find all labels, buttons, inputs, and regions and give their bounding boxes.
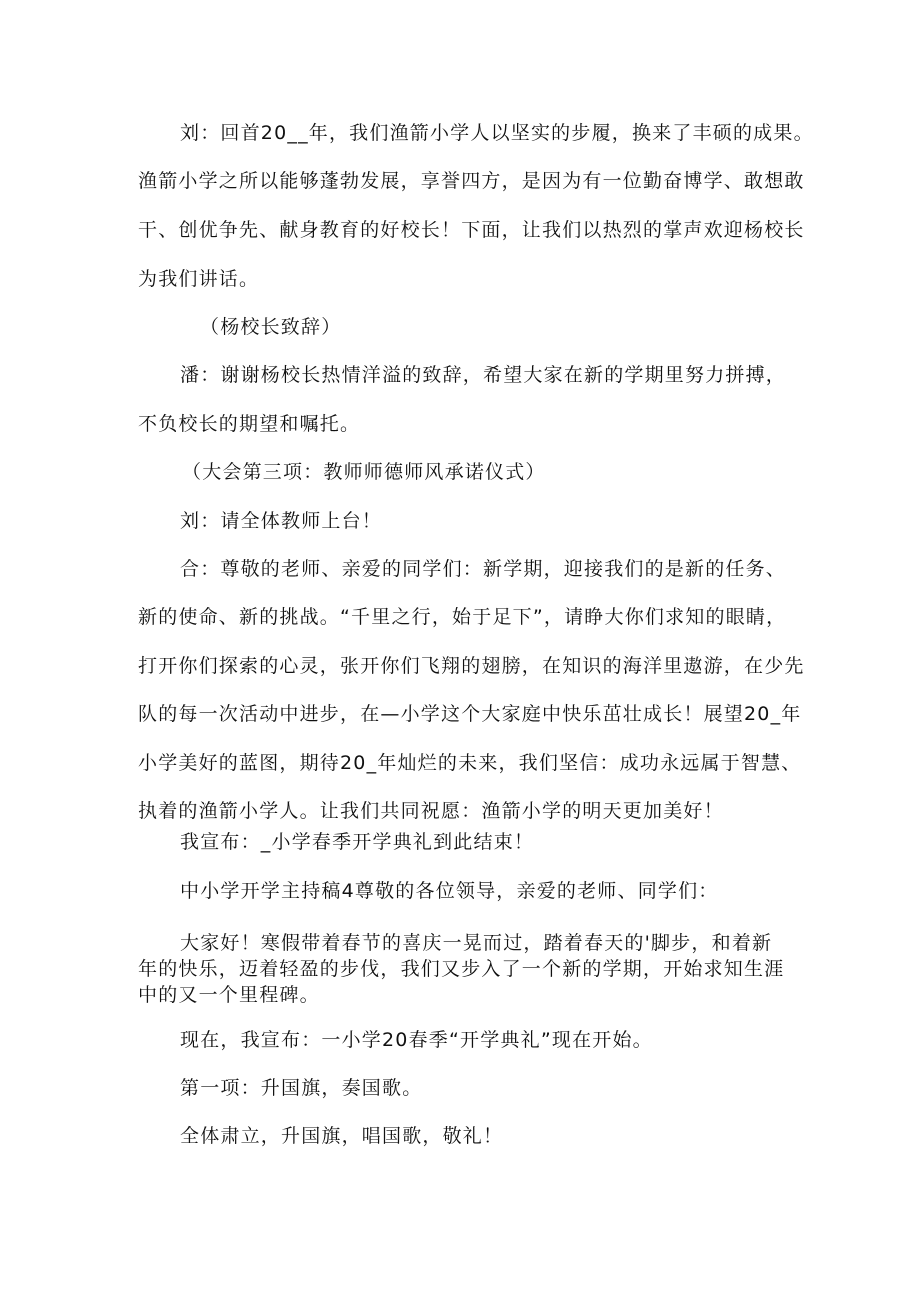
paragraph-line: 打开你们探索的心灵，张开你们飞翔的翅膀，在知识的海洋里遨游，在少先 <box>138 655 805 677</box>
paragraph-line: 我宣布：_小学春季开学典礼到此结束！ <box>180 831 535 853</box>
paragraph-line: 刘：回首20__年，我们渔箭小学人以坚实的步履，换来了丰硕的成果。 <box>180 122 814 144</box>
paragraph-line: 渔箭小学之所以能够蓬勃发展，享誉四方，是因为有一位勤奋博学、敢想敢 <box>138 170 805 192</box>
paragraph-line: 为我们讲话。 <box>138 268 260 290</box>
stage-direction: （大会第三项：教师师德师风承诺仪式） <box>182 461 546 483</box>
paragraph-line: 年的快乐，迈着轻盈的步伐，我们又步入了一个新的学期，开始求知生涯 <box>138 958 785 980</box>
paragraph-line: 干、创优争先、献身教育的好校长！下面，让我们以热烈的掌声欢迎杨校长 <box>138 219 805 241</box>
paragraph-line: 合：尊敬的老师、亲爱的同学们：新学期，迎接我们的是新的任务、 <box>180 558 787 580</box>
stage-direction: （杨校长致辞） <box>200 316 342 338</box>
paragraph-line: 新的使命、新的挑战。“千里之行，始于足下”，请睁大你们求知的眼睛， <box>138 606 787 628</box>
paragraph-line: 小学美好的蓝图，期待20_年灿烂的未来，我们坚信：成功永远属于智慧、 <box>138 752 802 774</box>
paragraph-line: 潘：谢谢杨校长热情洋溢的致辞，希望大家在新的学期里努力拼搏， <box>180 364 787 386</box>
section-heading-line: 中小学开学主持稿4尊敬的各位领导，亲爱的老师、同学们： <box>180 880 719 902</box>
paragraph-line: 第一项：升国旗，奏国歌。 <box>180 1077 423 1099</box>
paragraph-line: 全体肃立，升国旗，唱国歌，敬礼！ <box>180 1125 504 1147</box>
paragraph-line: 大家好！寒假带着春节的喜庆一晃而过，踏着春天的'脚步，和着新 <box>180 932 773 954</box>
paragraph-line: 中的又一个里程碑。 <box>138 984 320 1006</box>
paragraph-line: 执着的渔箭小学人。让我们共同祝愿：渔箭小学的明天更加美好！ <box>138 800 724 822</box>
paragraph-line: 现在，我宣布：一小学20春季“开学典礼”现在开始。 <box>180 1029 653 1051</box>
paragraph-line: 不负校长的期望和嘱托。 <box>138 413 361 435</box>
paragraph-line: 队的每一次活动中进步，在—小学这个大家庭中快乐茁壮成长！展望20_年 <box>138 703 802 725</box>
paragraph-line: 刘：请全体教师上台！ <box>180 510 383 532</box>
